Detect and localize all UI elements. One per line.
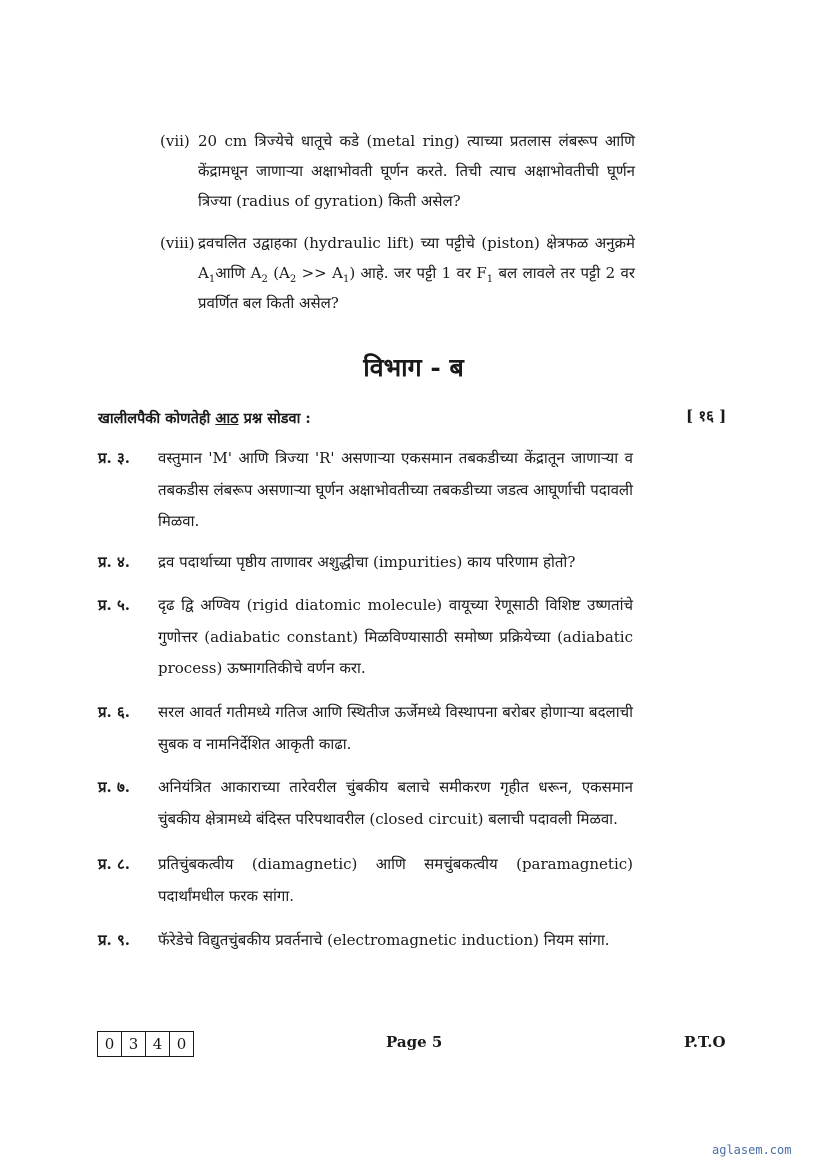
section-instruction: खालीलपैकी कोणतेही आठ प्रश्न सोडवा : xyxy=(98,410,311,427)
question-text: फॅरेडेचे विद्युतचुंबकीय प्रवर्तनाचे (electromagnetic induction) नियम सांगा. xyxy=(158,931,610,949)
pto-label: P.T.O xyxy=(684,1033,726,1051)
question-text: वस्तुमान 'M' आणि त्रिज्या 'R' असणाऱ्या एकसमान तबकडीच्या केंद्रातून जाणाऱ्या व तबकडीस लंबरूप असणाऱ्या घूर्णन अक्षाभोवतीच्या तबकडीच्या जडत्व आघूर्णाची पदावली मिळवा. xyxy=(158,449,633,530)
subquestion-viii xyxy=(160,228,635,318)
question-5 xyxy=(98,590,633,685)
page-number: Page 5 xyxy=(386,1033,443,1051)
section-title: विभाग - ब xyxy=(363,353,464,382)
question-number: प्र. ७. xyxy=(98,778,131,796)
subquestion-number: (viii) xyxy=(160,234,195,252)
question-4 xyxy=(98,547,633,579)
subquestion-vii xyxy=(160,126,635,216)
question-3 xyxy=(98,443,633,538)
question-number: प्र. ९. xyxy=(98,931,131,949)
watermark: aglasem.com xyxy=(712,1143,792,1157)
paper-code-digit: 3 xyxy=(122,1032,146,1056)
question-7 xyxy=(98,772,633,835)
subquestion-text: द्रवचलित उद्वाहका (hydraulic lift) च्या पट्टीचे (piston) क्षेत्रफळ अनुक्रमे $A_1आणि$ $A_2$ $(A_2 >> A_1)$ आहे. जर पट्टी 1 वर $F_1$ बल लावले तर पट्टी 2 वर प्रवर्णित बल किती असेल? xyxy=(198,234,635,312)
question-text: प्रतिचुंबकत्वीय (diamagnetic) आणि समचुंबकत्वीय (paramagnetic) पदार्थांमधील फरक सांगा. xyxy=(158,855,633,905)
paper-code-box xyxy=(97,1031,194,1057)
question-number: प्र. ५. xyxy=(98,596,131,614)
question-text: दृढ द्वि अण्विय (rigid diatomic molecule) वायूच्या रेणूसाठी विशिष्ट उष्णतांचे गुणोत्तर (adiabatic constant) मिळविण्यासाठी समोष्ण प्रक्रियेच्या (adiabatic process) ऊष्मागतिकीचे वर्णन करा. xyxy=(158,596,633,677)
question-number: प्र. ४. xyxy=(98,553,131,571)
question-number: प्र. ३. xyxy=(98,449,131,467)
paper-code-digit: 0 xyxy=(176,1035,187,1053)
question-number: प्र. ८. xyxy=(98,855,131,873)
section-marks: [ १६ ] xyxy=(686,407,727,425)
question-8 xyxy=(98,849,633,912)
question-text: सरल आवर्त गतीमध्ये गतिज आणि स्थितीज ऊर्जेमध्ये विस्थापना बरोबर होणाऱ्या बदलाची सुबक व नामनिर्देशित आकृती काढा. xyxy=(158,703,633,753)
question-text: द्रव पदार्थाच्या पृष्ठीय ताणावर अशुद्धीचा (impurities) काय परिणाम होतो? xyxy=(158,553,576,571)
paper-code-digit: 0 xyxy=(98,1032,122,1056)
question-9 xyxy=(98,925,633,957)
question-number: प्र. ६. xyxy=(98,703,131,721)
subquestion-number: (vii) xyxy=(160,132,190,150)
paper-code-digit: 4 xyxy=(146,1032,170,1056)
question-6 xyxy=(98,697,633,760)
subquestion-text: 20 cm त्रिज्येचे धातूचे कडे (metal ring) त्याच्या प्रतलास लंबरूप आणि केंद्रामधून जाणाऱ्या अक्षाभोवती घूर्णन करते. तिची त्याच अक्षाभोवतीची घूर्णन त्रिज्या (radius of gyration) किती असेल? xyxy=(198,132,635,210)
question-text: अनियंत्रित आकाराच्या तारेवरील चुंबकीय बलाचे समीकरण गृहीत धरून, एकसमान चुंबकीय क्षेत्रामध्ये बंदिस्त परिपथावरील (closed circuit) बलाची पदावली मिळवा. xyxy=(158,778,633,828)
